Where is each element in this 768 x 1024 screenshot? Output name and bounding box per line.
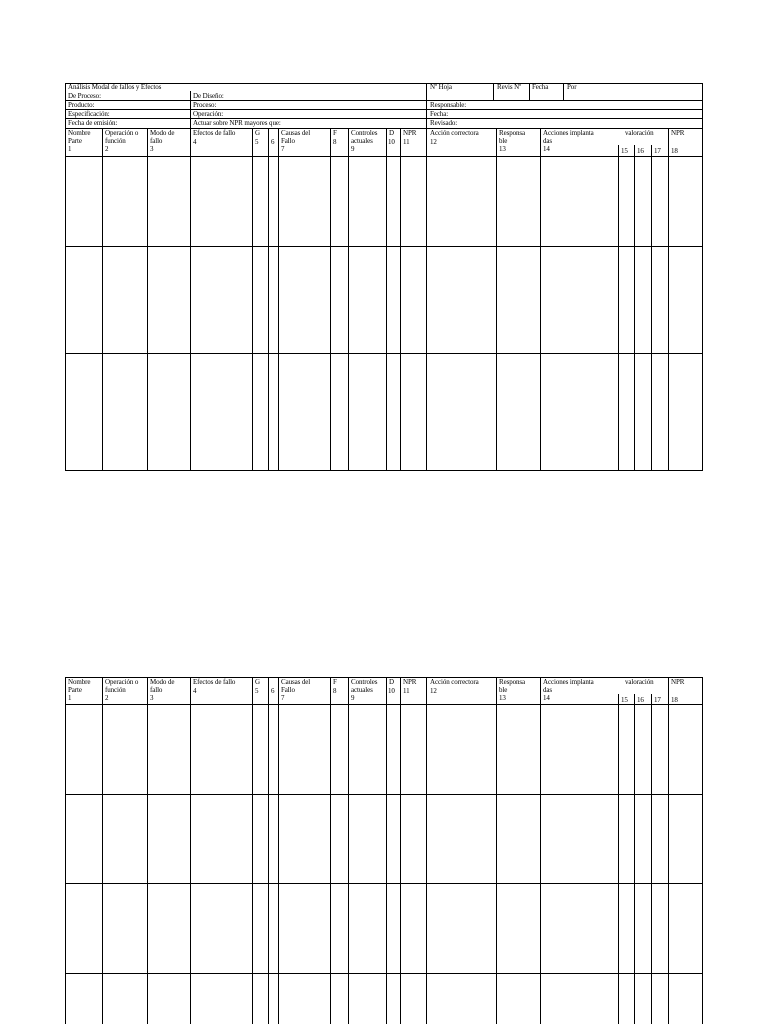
col2-header-8: F [333,678,337,686]
col-header-8-num: 8 [333,138,337,146]
process2-field-label: Proceso: [193,101,217,109]
design-field-label: De Diseño: [193,92,224,100]
col2-header-10-num: 10 [388,687,395,695]
col-header-2: Operación o [105,129,139,137]
col-header-1-l2: Parte [68,137,82,145]
col2-header-14-l2: das [543,686,553,694]
col-header-2-l2: función [105,137,126,145]
form-title: Análisis Modal de fallos y Efectos [68,83,162,91]
col2-header-8-num: 8 [333,687,337,695]
col2-header-14-num: 14 [543,694,550,702]
col-header-7: Causas del [281,129,311,137]
date2-field-label: Fecha: [430,110,449,118]
col2-header-2-l2: función [105,686,126,694]
valuation-label: valoración [625,129,654,137]
col-header-12: Acción correctora [430,129,479,137]
col-header-12-num: 12 [430,138,437,146]
col-header-13-num: 13 [499,145,506,153]
col-header-14: Acciones implanta [543,129,594,137]
col-header-10: D [389,129,394,137]
col-header-3: Modo de [150,129,175,137]
valuation-label-2: valoración [625,678,654,686]
col2-header-16: 16 [637,696,644,704]
col2-header-5-num: 5 [255,687,259,695]
col2-header-1-l2: Parte [68,686,82,694]
col2-header-17: 17 [654,696,661,704]
col-header-7-l2: Fallo [281,137,295,145]
col-header-11-num: 11 [403,138,410,146]
col-header-18-num: 18 [671,147,678,155]
col-header-10-num: 10 [388,138,395,146]
sheet-number-label: Nº Hoja [430,83,452,91]
col2-header-4: Efectos de fallo [193,678,236,686]
col-header-13: Responsa [499,129,526,137]
revision-label: Revis Nº [497,83,522,91]
col2-header-13-num: 13 [499,694,506,702]
col2-header-3-num: 3 [150,694,154,702]
col2-header-1-num: 1 [68,694,72,702]
col-header-3-num: 3 [150,145,154,153]
col2-header-2: Operación o [105,678,139,686]
col-header-6: 6 [271,138,275,146]
col2-header-3: Modo de [150,678,175,686]
col-header-16: 16 [637,147,644,155]
process-field-label: De Proceso: [68,92,101,100]
col-header-17: 17 [654,147,661,155]
col-header-14-num: 14 [543,145,550,153]
col2-header-14: Acciones implanta [543,678,594,686]
col2-header-1: Nombre [68,678,91,686]
col2-header-12-num: 12 [430,687,437,695]
col-header-4: Efectos de fallo [193,129,236,137]
col2-header-9-l2: actuales [351,686,373,694]
col2-header-7: Causas del [281,678,311,686]
col2-header-9: Controles [351,678,378,686]
col-header-18: NPR [671,129,685,137]
col-header-9: Controles [351,129,378,137]
operation-field-label: Operación: [193,110,224,118]
col-header-1: Nombre [68,129,91,137]
col2-header-7-l2: Fallo [281,686,295,694]
col2-header-18-num: 18 [671,696,678,704]
by-label: Por [567,83,577,91]
col2-header-13-l2: ble [499,686,508,694]
col2-header-13: Responsa [499,678,526,686]
col2-header-5: G [255,678,260,686]
col2-header-18: NPR [671,678,685,686]
specification-field-label: Especificación: [68,110,110,118]
col2-header-7-num: 7 [281,694,285,702]
col-header-1-num: 1 [68,145,72,153]
emission-date-field-label: Fecha de emisión: [68,119,118,127]
col-header-7-num: 7 [281,145,285,153]
reviewed-field-label: Revisado: [430,119,458,127]
col-header-5: G [255,129,260,137]
col2-header-15: 15 [621,696,628,704]
act-threshold-field-label: Actuar sobre NPR mayores que: [193,119,281,127]
col2-header-2-num: 2 [105,694,109,702]
col-header-9-l2: actuales [351,137,373,145]
col-header-11: NPR [403,129,417,137]
col-header-15: 15 [621,147,628,155]
col-header-14-l2: das [543,137,553,145]
col2-header-3-l2: fallo [150,686,163,694]
col2-header-10: D [389,678,394,686]
col2-header-6: 6 [271,687,275,695]
col2-header-11: NPR [403,678,417,686]
date-label: Fecha [532,83,549,91]
col-header-2-num: 2 [105,145,109,153]
col2-header-4-num: 4 [193,687,197,695]
col-header-8: F [333,129,337,137]
col-header-5-num: 5 [255,138,259,146]
col-header-3-l2: fallo [150,137,163,145]
col-header-13-l2: ble [499,137,508,145]
responsible-field-label: Responsable: [430,101,467,109]
col2-header-9-num: 9 [351,694,355,702]
product-field-label: Producto: [68,101,95,109]
col-header-9-num: 9 [351,145,355,153]
col2-header-12: Acción correctora [430,678,479,686]
col-header-4-num: 4 [193,138,197,146]
col2-header-11-num: 11 [403,687,410,695]
